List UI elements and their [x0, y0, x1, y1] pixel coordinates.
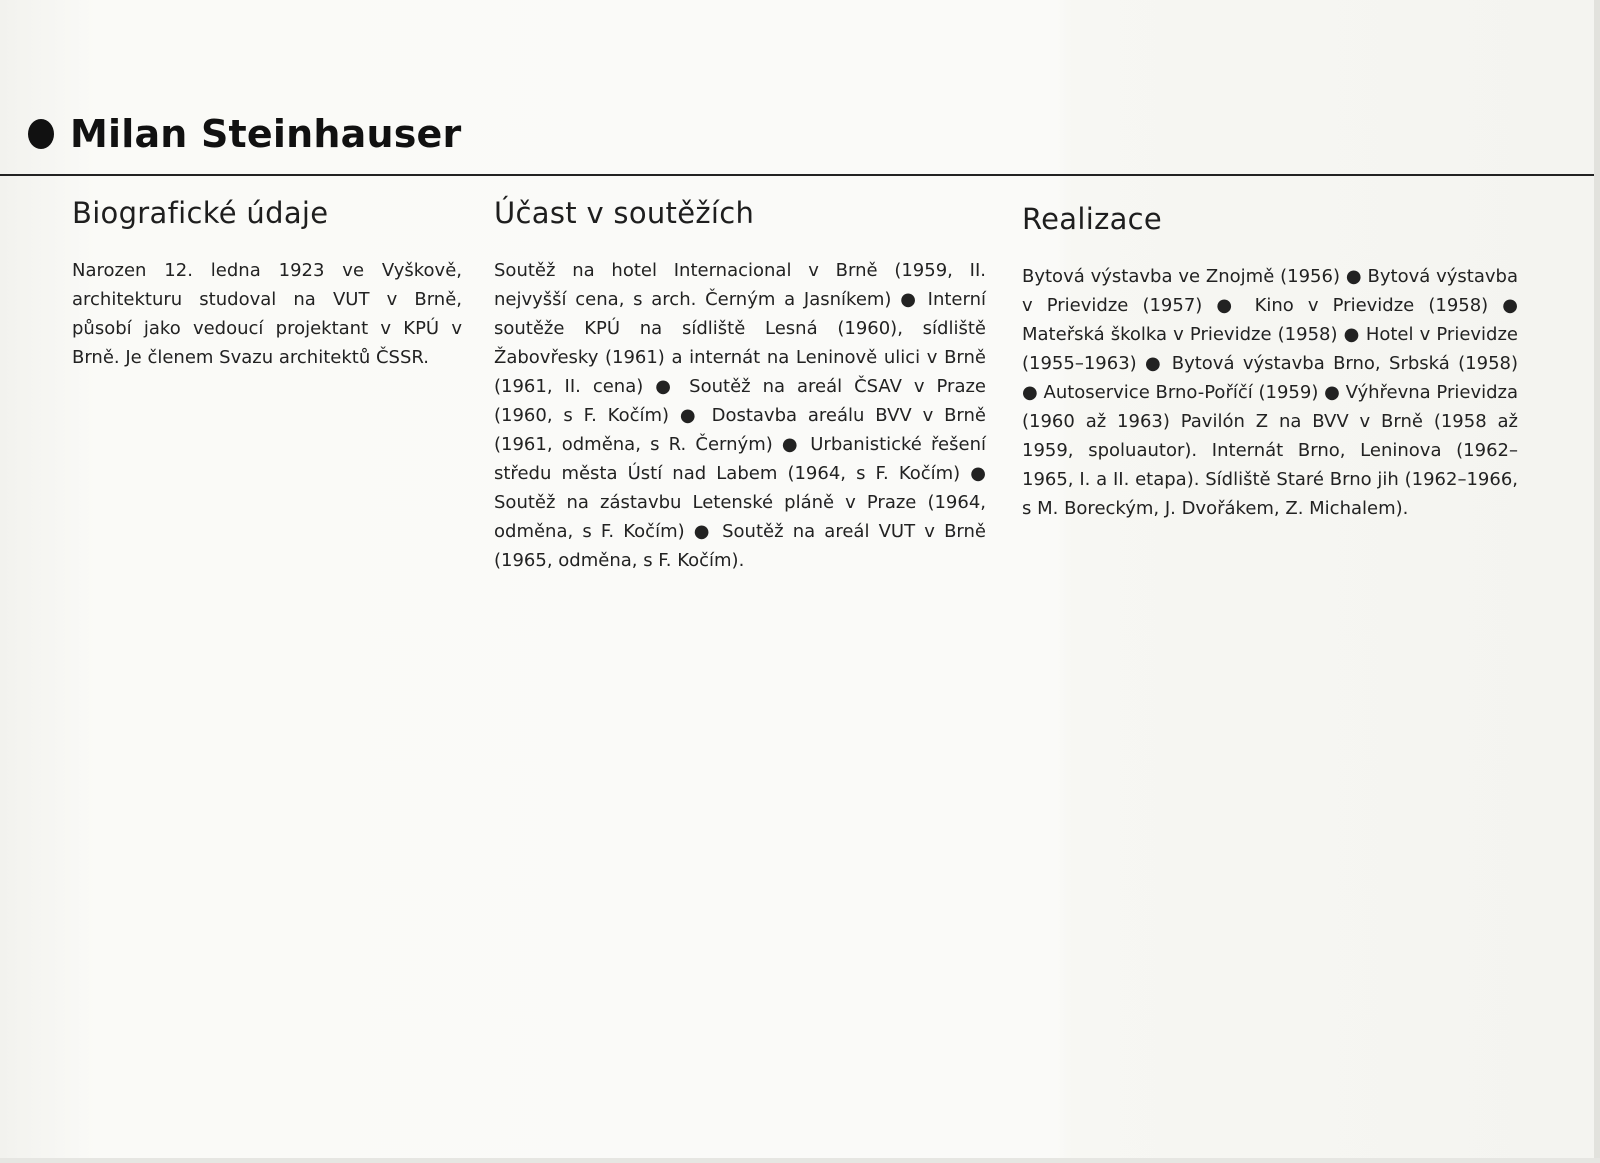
- biography-heading: Biografické údaje: [72, 196, 329, 230]
- bullet-icon: [28, 119, 54, 149]
- biography-text: Narozen 12. ledna 1923 ve Vyškově, architekturu studoval na VUT v Brně, působí jako vedoucí projektant v KPÚ v Brně. Je členem Svazu architektů ČSSR.: [72, 260, 462, 368]
- header-divider: [0, 174, 1600, 176]
- realizations-column: [1022, 202, 1518, 523]
- page-edge-bottom: [0, 1158, 1600, 1163]
- page-edge-right: [1594, 0, 1600, 1163]
- competitions-column: [494, 196, 986, 575]
- competitions-text: Soutěž na hotel Internacional v Brně (1959, II. nejvyšší cena, s arch. Černým a Jasníkem) ● Interní soutěže KPÚ na sídliště Lesná (1960), sídliště Žabovřesky (1961) a internát na Leninově ulici v Brně (1961, II. cena) ● Soutěž na areál ČSAV v Praze (1960, s F. Kočím) ● Dostavba areálu BVV v Brně (1961, odměna, s R. Černým) ● Urbanistické řešení středu města Ústí nad Labem (1964, s F. Kočím) ● Soutěž na zástavbu Letenské pláně v Praze (1964, odměna, s F. Kočím) ● Soutěž na areál VUT v Brně (1965, odměna, s F. Kočím).: [494, 260, 986, 571]
- page-header: [28, 112, 461, 156]
- realizations-text: Bytová výstavba ve Znojmě (1956) ● Bytová výstavba v Prievidze (1957) ● Kino v Prievidze (1958) ● Mateřská školka v Prievidze (1958) ● Hotel v Prievidze (1955–1963) ● Bytová výstavba Brno, Srbská (1958) ● Autoservice Brno-Poříčí (1959) ● Výhřevna Prievidza (1960 až 1963) Pavilón Z na BVV v Brně (1958 až 1959, spoluautor). Internát Brno, Leninova (1962–1965, I. a II. etapa). Sídliště Staré Brno jih (1962–1966, s M. Boreckým, J. Dvořákem, Z. Michalem).: [1022, 266, 1518, 519]
- realizations-heading: Realizace: [1022, 202, 1163, 236]
- biography-column: [72, 196, 462, 372]
- architect-name: Milan Steinhauser: [70, 112, 462, 156]
- competitions-heading: Účast v soutěžích: [494, 196, 755, 230]
